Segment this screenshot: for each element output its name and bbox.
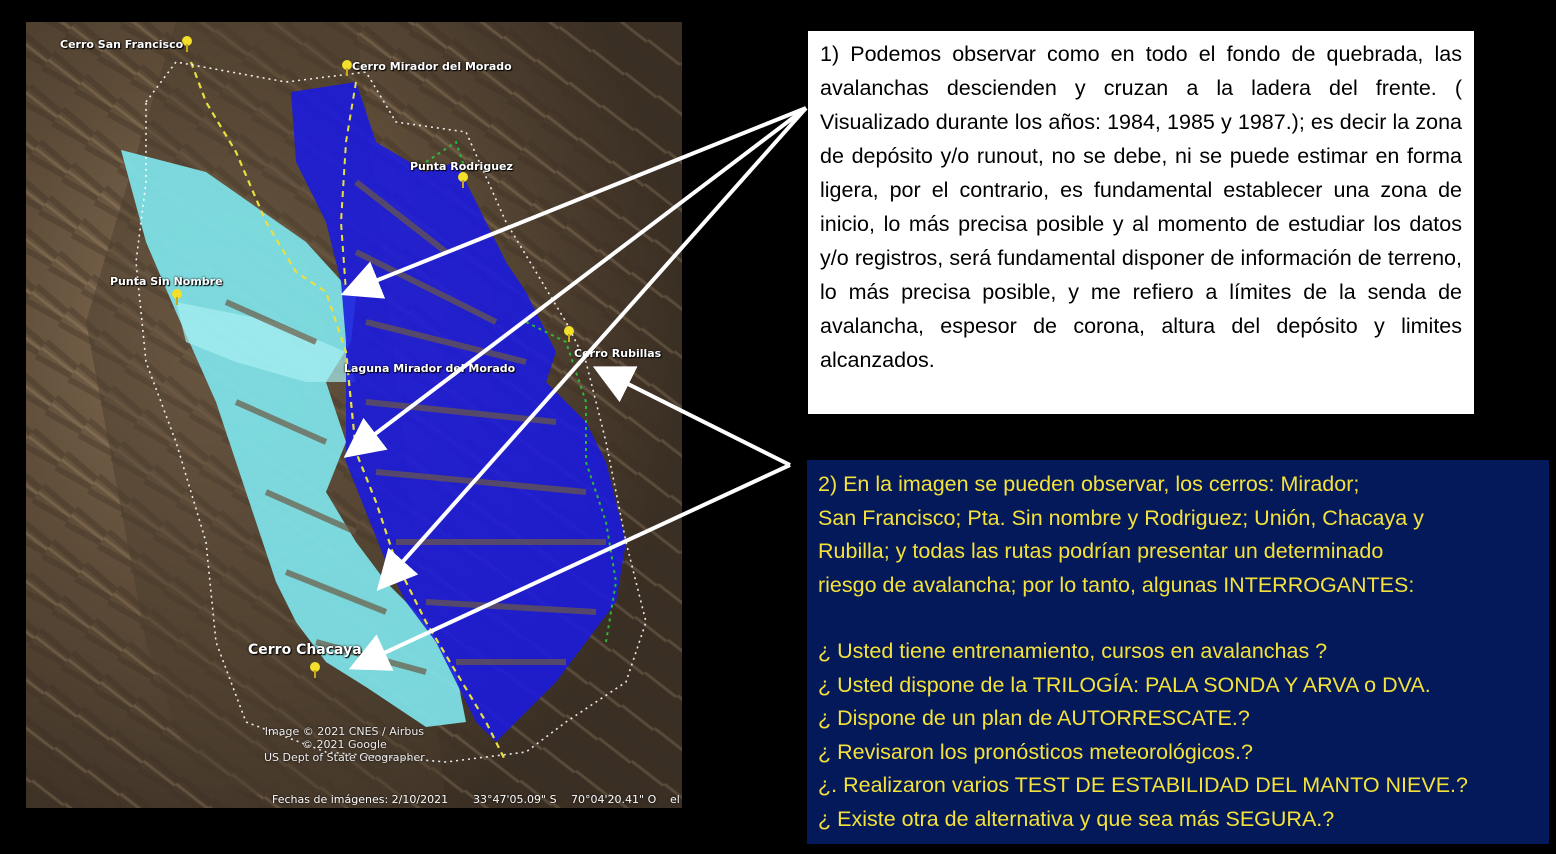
- question-item: ¿ Revisaron los pronósticos meteorológicos.?: [818, 739, 1253, 764]
- status-bar: [26, 790, 682, 808]
- question-item: ¿ Existe otra de alternativa y que sea más SEGURA.?: [818, 806, 1335, 831]
- label-cerro-rubillas[interactable]: Cerro Rubillas: [574, 347, 662, 360]
- question-item: ¿ Dispone de un plan de AUTORRESCATE.?: [818, 706, 1250, 730]
- label-cerro-mirador-morado[interactable]: Cerro Mirador del Morado: [352, 60, 512, 73]
- credit-line: US Dept of State Geographer: [264, 751, 425, 764]
- pushpin-icon[interactable]: [562, 326, 576, 342]
- note-runout-box: [808, 31, 1474, 414]
- label-punta-rodriguez[interactable]: Punta Rodriguez: [410, 160, 513, 173]
- credit-line: Image © 2021 CNES / Airbus: [264, 725, 425, 738]
- intro-line: San Francisco; Pta. Sin nombre y Rodriguez; Unión, Chacaya y: [818, 505, 1424, 530]
- intro-line: 2) En la imagen se pueden observar, los cerros: Mirador;: [818, 472, 1360, 496]
- label-laguna-mirador[interactable]: Laguna Mirador del Morado: [344, 362, 516, 375]
- question-item: ¿ Usted tiene entrenamiento, cursos en avalanchas ?: [818, 639, 1328, 663]
- pushpin-icon[interactable]: [170, 289, 184, 305]
- note-runout-text: 1) Podemos observar como en todo el fondo de quebrada, las avalanchas descienden y cruzan a la ladera del frente. ( Visualizado durante los años: 1984, 1985 y 1987.); es decir la zona de depósito y/o runout, no se debe, ni se puede estimar en forma ligera, por el contrario, es fundamental establecer una zona de inicio, lo más precisa posible y al momento de estudiar los datos y/o registros, será fundamental disponer de información de terreno, lo más precisa posible, y me refiero a límites de la senda de avalancha, espesor de corona, altura del depósito y limites alcanzados.: [820, 42, 1462, 372]
- imagery-date: Fechas de imágenes: 2/10/2021: [272, 793, 449, 806]
- imagery-credits: [264, 725, 425, 764]
- longitude-readout: 70°04'20.41" O: [571, 793, 657, 806]
- note-questions-box: [807, 460, 1549, 844]
- elevation-readout: el: [670, 793, 680, 806]
- spacer: [818, 602, 1539, 635]
- pushpin-icon[interactable]: [308, 662, 322, 678]
- intro-line: riesgo de avalancha; por lo tanto, algunas INTERROGANTES:: [818, 572, 1415, 597]
- label-cerro-chacaya[interactable]: Cerro Chacaya: [248, 642, 362, 658]
- latitude-readout: 33°47'05.09" S: [473, 793, 557, 806]
- intro-line: Rubilla; y todas las rutas podrían presentar un determinado: [818, 539, 1384, 563]
- pushpin-icon[interactable]: [456, 172, 470, 188]
- satellite-map: [26, 22, 682, 808]
- question-item: ¿ Usted dispone de la TRILOGÍA: PALA SONDA Y ARVA o DVA.: [818, 672, 1431, 697]
- question-item: ¿. Realizaron varios TEST DE ESTABILIDAD DEL MANTO NIEVE.?: [818, 773, 1468, 797]
- label-punta-sin-nombre[interactable]: Punta Sin Nombre: [110, 275, 223, 288]
- label-cerro-san-francisco[interactable]: Cerro San Francisco: [60, 38, 184, 51]
- terrain-graphic: [26, 22, 682, 808]
- credit-line: © 2021 Google: [302, 738, 387, 751]
